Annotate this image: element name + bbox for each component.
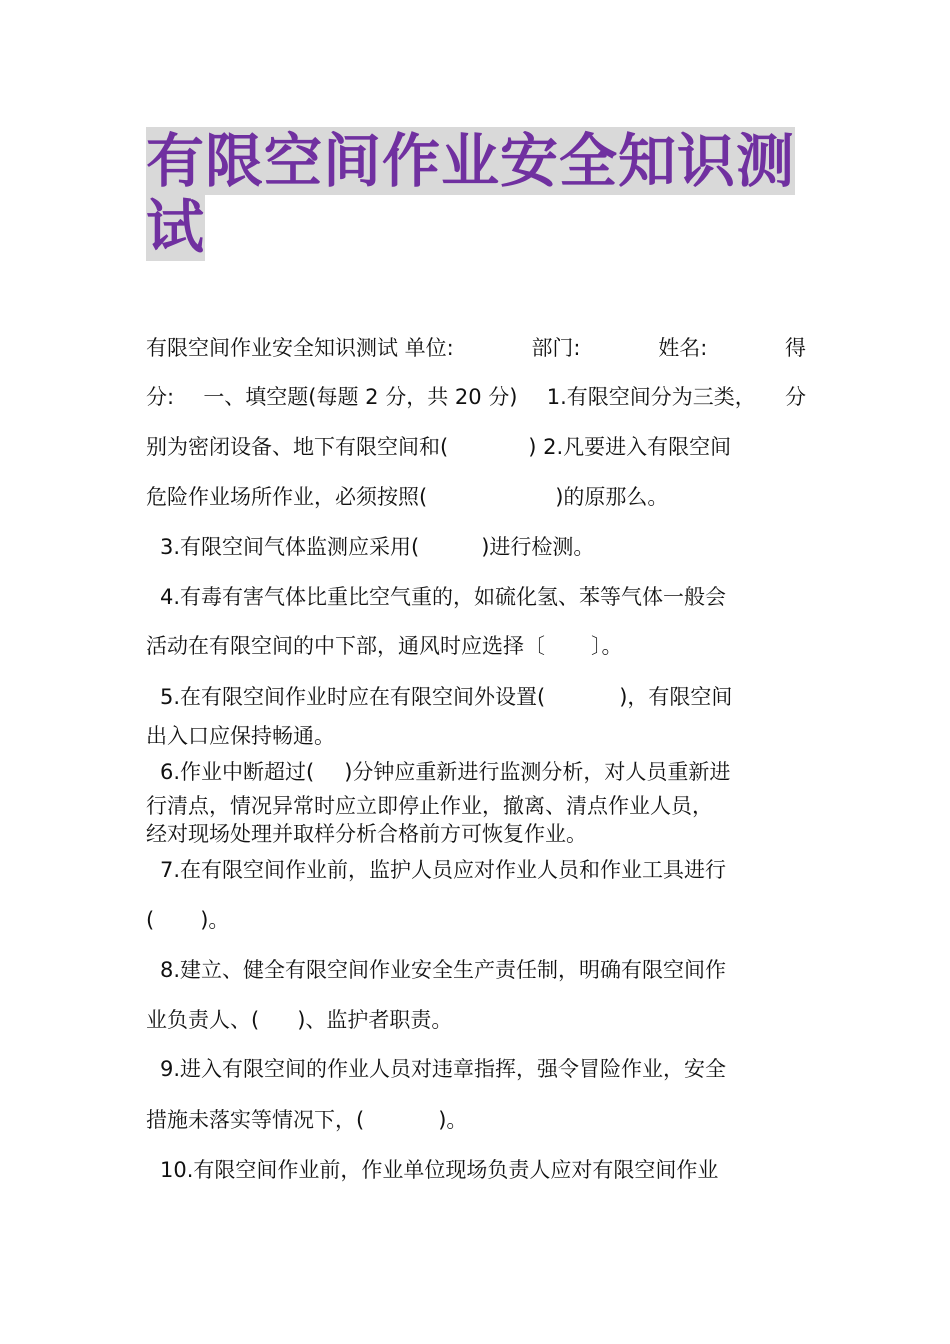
text-segment: 9.进入有限空间的作业人员对违章指挥，强令冒险作业，安全	[160, 1057, 727, 1081]
text-segment: 姓名:	[658, 336, 708, 360]
text-segment: 6.作业中断超过(	[160, 760, 315, 784]
text-segment: 活动在有限空间的中下部，通风时应选择〔	[146, 634, 545, 658]
text-segment: 1.有限空间分为三类，	[546, 385, 756, 409]
text-segment: )进行检测。	[481, 535, 595, 559]
text-segment: 10.有限空间作业前，作业单位现场负责人应对有限空间作业	[160, 1158, 719, 1182]
text-line-4	[146, 482, 806, 512]
text-segment: )、监护者职责。	[297, 1008, 453, 1032]
text-segment: )的原那么。	[555, 485, 669, 509]
text-line-17	[160, 1054, 820, 1084]
text-line-7	[146, 631, 806, 661]
text-segment: 8.建立、健全有限空间作业安全生产责任制，明确有限空间作	[160, 958, 727, 982]
title-text: 有限空间作业安全知识测试	[146, 127, 796, 261]
text-segment: 7.在有限空间作业前，监护人员应对作业人员和作业工具进行	[160, 858, 727, 882]
text-line-16	[146, 1005, 806, 1035]
text-segment: 危险作业场所作业，必须按照(	[146, 485, 428, 509]
text-segment: 部门:	[531, 336, 581, 360]
text-line-3	[146, 432, 806, 462]
text-line-5	[160, 532, 820, 562]
text-segment: 分	[785, 385, 806, 409]
text-line-15	[160, 955, 820, 985]
text-segment: 行清点，情况异常时应立即停止作业，撤离、清点作业人员，	[146, 794, 713, 818]
text-segment: )	[528, 435, 537, 459]
text-segment: 2.凡要进入有限空间	[543, 435, 732, 459]
text-segment: )。	[200, 908, 230, 932]
text-line-13	[160, 855, 820, 885]
text-segment: 4.有毒有害气体比重比空气重的，如硫化氢、苯等气体一般会	[160, 585, 727, 609]
text-segment: )分钟应重新进行监测分析，对人员重新进	[344, 760, 731, 784]
text-line-11	[146, 791, 806, 821]
text-segment: 措施未落实等情况下，(	[146, 1108, 365, 1132]
text-segment: 5.在有限空间作业时应在有限空间外设置(	[160, 685, 546, 709]
text-segment: )。	[438, 1108, 468, 1132]
text-line-8	[160, 682, 820, 712]
text-line-1	[146, 333, 806, 363]
text-segment: 经对现场处理并取样分析合格前方可恢复作业。	[146, 822, 587, 846]
text-segment: 3.有限空间气体监测应采用(	[160, 535, 420, 559]
text-segment: 有限空间作业安全知识测试 单位:	[146, 336, 454, 360]
text-line-6	[160, 582, 820, 612]
text-segment: 得	[784, 336, 806, 360]
document-title	[146, 128, 816, 260]
text-line-14	[146, 905, 806, 935]
text-segment: 别为密闭设备、地下有限空间和(	[146, 435, 449, 459]
text-line-10	[160, 757, 820, 787]
text-segment: )，有限空间	[619, 685, 733, 709]
text-line-12	[146, 819, 806, 849]
text-line-18	[146, 1105, 806, 1135]
text-segment: (	[146, 908, 155, 932]
text-line-2	[146, 382, 806, 412]
text-segment: 〕。	[591, 634, 623, 658]
text-segment: 出入口应保持畅通。	[146, 724, 335, 748]
text-line-9	[146, 721, 806, 751]
text-segment: 一、填空题(每题 2 分，共 20 分)	[203, 385, 518, 409]
text-segment: 分:	[146, 385, 175, 409]
text-line-19	[160, 1155, 820, 1185]
text-segment: 业负责人、(	[146, 1008, 260, 1032]
